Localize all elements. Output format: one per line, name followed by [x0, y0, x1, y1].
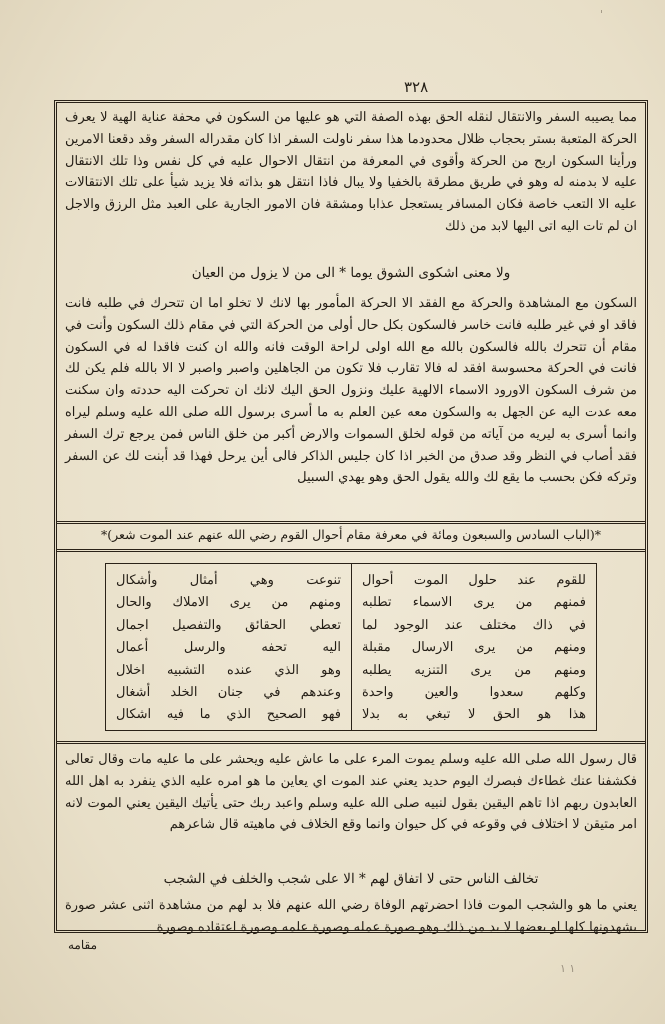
poem-verse: ومنهم من يرى الاملاك والحال [116, 595, 341, 611]
paragraph-hadith: قال رسول الله صلى الله عليه وسلم يموت المرء على ما عاش عليه ويحشر على ما عليه مات وقال تعالى فكشفنا عنك غطاءك فبصرك اليوم حديد يعني عند الموت اي يعاين ما هو امره عليه الذي ينفرد به اهل الله العابدون ربهم اذا تاهم اليقين بقول لنبيه صلى الله عليه وسلم واعبد ربك حتى يأتيك اليقين يعني الموت لانه امر متيقن لا اختلاف في وقوعه في كل حيوان وانما وقع الخلاف في ماهيته قال شاعرهم [65, 752, 637, 833]
divider [57, 521, 645, 524]
chapter-heading: *(الباب السادس والسبعون ومائة في معرفة مقام أحوال القوم رضي الله عنهم عند الموت شعر)* [101, 527, 601, 542]
poem-box [105, 563, 597, 731]
page-number: ٣٢٨ [404, 78, 429, 96]
poem-verse: وهو الذي عنده التشبيه اخلال [116, 662, 341, 678]
margin-mark: ' [600, 8, 604, 21]
paragraph-forms: يعني ما هو والشجب الموت فاذا احضرتهم الوفاة رضي الله عنهم فلا بد لهم من مشاهدة اثنى عشر صورة يشهدونها كلها او بعضها لا بد من ذلك وهو صورة عمله وصورة علمه وصورة اعتقاده وصورة [65, 898, 637, 935]
poem-verse: ومنهم من يرى التنزيه يطلبه [362, 662, 586, 678]
poem-verse: فهو الصحيح الذي ما فيه اشكال [116, 707, 341, 723]
poem-verse: اليه تحفه والرسل أعمال [116, 640, 341, 656]
poem-verse: ومنهم من يرى الارسال مقبلة [362, 640, 586, 656]
margin-mark: ١ ١ [560, 962, 576, 975]
divider [57, 549, 645, 552]
divider [57, 741, 645, 744]
poem-verse: وكلهم سعدوا والعين واحدة [362, 685, 586, 701]
text-frame [54, 100, 648, 933]
poem-verse: في ذاك مختلف عند الوجود لما [362, 617, 586, 633]
verse-line: تخالف الناس حتى لا اتفاق لهم * الا على شجب والخلف في الشجب [163, 871, 539, 887]
poem-right-column [351, 564, 596, 730]
verse-line: ولا معنى اشكوى الشوق يوما * الى من لا يزول من العيان [191, 265, 511, 281]
poem-verse: فمنهم من يرى الاسماء تطلبه [362, 595, 586, 611]
poem-verse: للقوم عند حلول الموت أحوال [362, 573, 586, 588]
poem-verse: وعندهم في جنان الخلد أشغال [116, 685, 341, 701]
catchword: مقامه [68, 938, 98, 952]
poem-verse: تنوعت وهي أمثال وأشكال [116, 573, 341, 588]
poem-verse: تعطي الحقائق والتفصيل اجمال [116, 617, 341, 633]
poem-left-column [106, 564, 351, 730]
poem-verse: هذا هو الحق لا تبغي به بدلا [362, 707, 586, 723]
paragraph-travel: مما يصيبه السفر والانتقال لنقله الحق بهذه الصفة التي هو عليها من السكون في محفة عناية الهية لا يعرف الحركة المتعبة بستر بحجاب ظلال محدودما هذا سفر ناولت السفر اذا كان مقدراله السفر وقد دقعنا الامرين ورأينا السكون اربح من الحركة وأقوى في المعرفة من انتقال الاحوال عليه في كل نفس وذا تلك الانتقال عليه لا بدمنه له وهو في طريق مطرقة بالخفيا ولا يبال فاذا انتقل هو بذاته فلا يزيد شيأ على تلك الانتقالات عليه الا التعب خاصة فكان المسافر يستعجل عذابا ومشقة فان الامور الجارية على العبد مثل الرزق والاجل ان لم تات اليه اتى اليها لابد من ذلك [65, 110, 637, 234]
paragraph-stillness: السكون مع المشاهدة والحركة مع الفقد الا الحركة المأمور بها لانك لا تخلو اما ان تتحرك في طلبه فانت فاقد او في غير طلبه فانت خاسر فالسكون بكل حال أولى من الحركة التي في مقام ذلك السكون وأنت في مقام أن تتحرك بالله فالسكون بالله مع الله اولى لراحة الوقت فانه والله ان كنت فاقدا له في السكون فانت في الحركة محسوسة افقد له فالا تقارب فلا تكون من الجاهلين واصبر واصبر لا الا بالله فلم يكن لك من شرف السكون الاورود الاسماء الالهية عليك ونزول الحق اليك لانك ان تحركت اليه حددته وان سكنت معه عدت اليه عن الجهل به والسكون معه عين العلم به ما أسرى برسول الله صلى الله عليه وسلم ليراه وانما أسرى به ليريه من آياته من قوله لخلق السموات والارض أكبر من خلق الناس فمن يرجع ترك السفر فقد أصاب في النظر وقد صدق من الخبر اذا كان جليس الذاكر فالى أين يرحل فهذا قد أبنت لك عن السفر وتركه فكن بحسب ما يقع لك والله يقول الحق وهو يهدي السبيل [65, 296, 637, 486]
